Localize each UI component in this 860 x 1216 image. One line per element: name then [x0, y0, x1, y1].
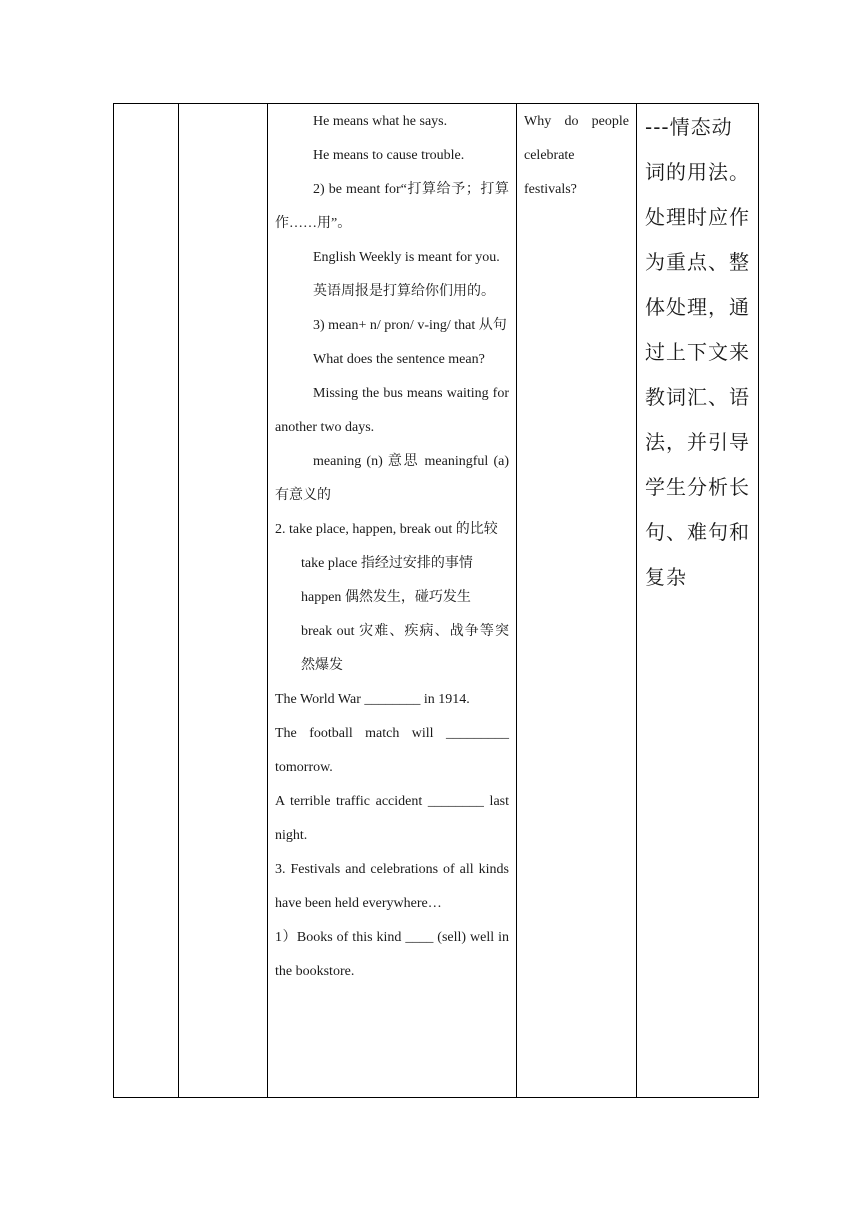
discussion-question: Why do people celebrate festivals? — [524, 114, 629, 197]
teaching-content — [268, 104, 516, 989]
question-cell — [517, 104, 637, 1098]
content-line: The World War ________ in 1914. — [275, 692, 470, 707]
content-line: Missing the bus means waiting for another two days. — [275, 386, 509, 435]
design-note: ---情态动词的用法。处理时应作为重点、整体处理，通过上下文来教词汇、语法，并引导学生分析长句、难句和复杂 — [645, 115, 750, 589]
design-note-cell — [637, 104, 759, 1098]
content-line: The football match will _________ tomorrow. — [275, 726, 509, 775]
content-line: meaning (n) 意思 meaningful (a) 有意义的 — [275, 454, 509, 503]
content-line: A terrible traffic accident ________ last night. — [275, 794, 509, 843]
content-line: What does the sentence mean? — [313, 352, 485, 367]
content-line: 3) mean+ n/ pron/ v-ing/ that 从句 — [313, 318, 507, 333]
lesson-plan-table — [113, 103, 759, 1098]
teaching-content-cell — [268, 104, 517, 1098]
content-line: He means to cause trouble. — [313, 148, 465, 163]
table-row — [114, 104, 759, 1098]
content-line: 英语周报是打算给你们用的。 — [313, 284, 495, 299]
content-line: He means what he says. — [313, 114, 448, 129]
content-line: break out 灾难、疾病、战争等突然爆发 — [301, 624, 509, 673]
content-line: 2) be meant for“打算给予；打算作……用”。 — [275, 182, 509, 231]
blank-cell-2 — [179, 104, 268, 1098]
content-line: happen 偶然发生，碰巧发生 — [301, 590, 471, 605]
content-line: 3. Festivals and celebrations of all kinds have been held everywhere… — [275, 862, 509, 911]
content-line: take place 指经过安排的事情 — [301, 556, 473, 571]
content-line: English Weekly is meant for you. — [313, 250, 500, 265]
content-line: 1）Books of this kind ____ (sell) well in the bookstore. — [275, 930, 509, 979]
blank-cell-1 — [114, 104, 179, 1098]
content-line: 2. take place, happen, break out 的比较 — [275, 522, 498, 537]
